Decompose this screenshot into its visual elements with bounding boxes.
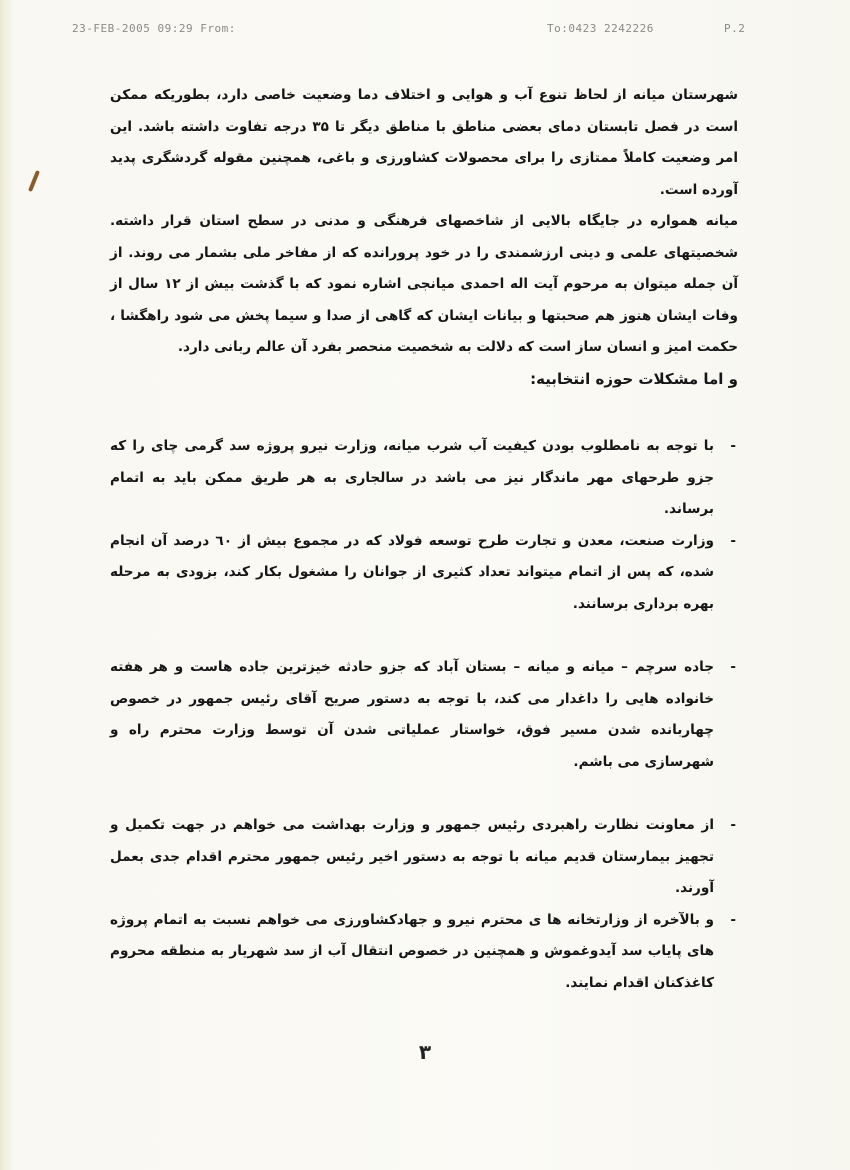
margin-pen-mark <box>28 170 40 192</box>
list-item <box>110 526 738 621</box>
list-item <box>110 431 738 526</box>
paragraph-climate: شهرستان میانه از لحاظ تنوع آب و هوایی و اختلاف دما وضعیت خاصی دارد، بطوریکه ممکن است در فصل تابستان دمای بعضی مناطق با مناطق دیگر تا ۳۵ درجه تفاوت داشته باشد. این امر وضعیت کاملاً ممتازی را برای محصولات کشاورزی و باغی، همچنین مقوله گردشگری پدید آورده است. <box>110 87 738 198</box>
page-number: ۳ <box>418 1040 432 1064</box>
list-item-text: وزارت صنعت، معدن و تجارت طرح توسعه فولاد که در مجموع بیش از ٦٠ درصد آن انجام شده، که پس از اتمام میتواند تعداد کثیری از جوانان را مشغول بکار کند، بزودی به مرحله بهره برداری برسانند. <box>110 532 714 612</box>
document-body <box>110 80 738 999</box>
problem-list <box>110 431 738 620</box>
list-item <box>110 652 738 778</box>
bullet-dash: - <box>730 532 736 549</box>
bullet-dash: - <box>730 659 736 675</box>
fax-recipient: To:0423 2242226 <box>547 22 654 35</box>
bullet-dash: - <box>730 911 736 928</box>
problem-list-road <box>110 652 738 778</box>
paragraph-culture: میانه همواره در جایگاه بالایی از شاخصهای فرهنگی و مدنی در سطح استان قرار داشته. شخصیتهای علمی و دینی ارزشمندی را در خود پرورانده که از مفاخر ملی بشمار می روند. از آن جمله میتوان به مرحوم آیت اله احمدی میانجی اشاره نمود که با گذشت بیش از ۱۲ سال از وفات ایشان هنوز هم صحبتها و بیانات ایشان که گاهی از صدا و سیما پخش می شود راهگشا ، حکمت امیز و انسان ساز است که دلالت به شخصیت منحصر بفرد آن عالم ربانی دارد. <box>110 213 738 355</box>
list-item-text: و بالآخره از وزارتخانه ها ی محترم نیرو و جهادکشاورزی می خواهم نسبت به اتمام پروژه های پایاب سد آیدوغموش و همچنین در خصوص انتقال آب از سد شهریار به منطقه محروم کاغذکنان اقدام نمایند. <box>110 911 714 991</box>
fax-header <box>72 22 754 40</box>
fax-datetime: 23-FEB-2005 09:29 From: <box>72 22 236 35</box>
fax-page-number: P.2 <box>724 22 746 35</box>
section-heading: و اما مشکلات حوزه انتخابیه: <box>530 369 738 388</box>
bullet-dash: - <box>730 817 736 833</box>
bullet-dash: - <box>730 438 736 454</box>
problem-list-health-water <box>110 810 738 999</box>
list-item-text: از معاونت نظارت راهبردی رئیس جمهور و وزارت بهداشت می خواهم در جهت تکمیل و تجهیز بیمارستان قدیم میانه با توجه به دستور اخیر رئیس جمهور محترم اقدام جدی بعمل آورند. <box>110 817 714 896</box>
list-item-text: جاده سرچم – میانه و میانه – بستان آباد که جزو حادثه خیزترین جاده هاست و هر هفته خانواده هایی را داغدار می کند، با توجه به دستور صریح آقای رئیس جمهور در خصوص چهاربانده شدن مسیر فوق، خواستار عملیاتی شدن آن توسط وزارت محترم راه و شهرسازی می باشم. <box>110 659 714 770</box>
list-item <box>110 905 738 1000</box>
list-item-text: با توجه به نامطلوب بودن کیفیت آب شرب میانه، وزارت نیرو پروژه سد گرمی چای را که جزو طرحهای مهر ماندگار نیز می باشد در سالجاری به هر طریق ممکن باید به اتمام برساند. <box>110 438 714 517</box>
list-item <box>110 810 738 905</box>
